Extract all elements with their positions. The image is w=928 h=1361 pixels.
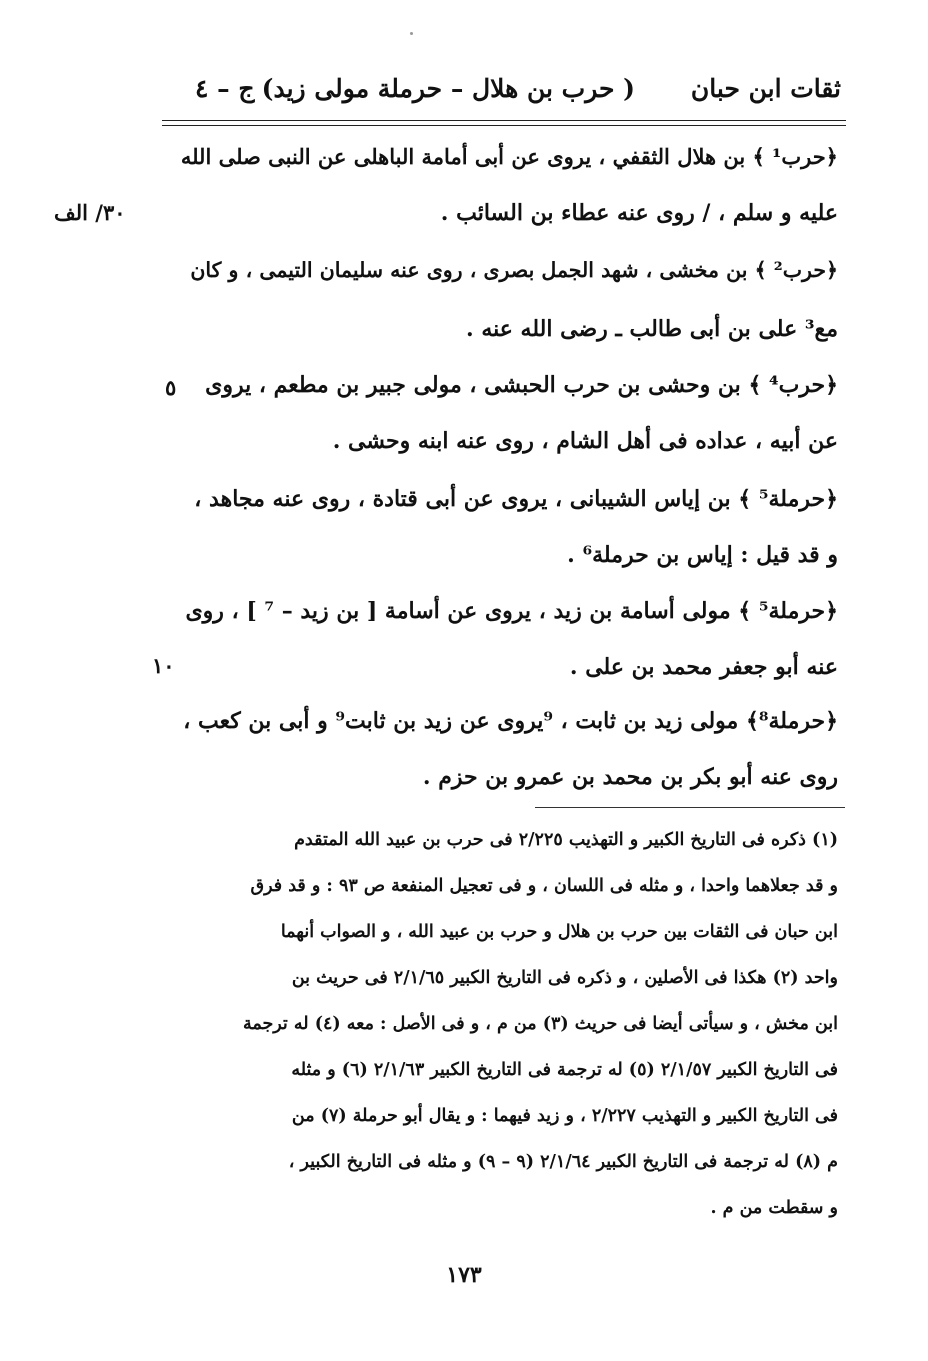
footnote-line: فى التاريخ الكبير و التهذيب ٢/٢٢٧ ، و زيد فيهما : و يقال أبو حرملة (٧) من — [291, 1106, 838, 1126]
footnote-line: و قد جعلاهما واحدا ، و مثله فى اللسان ، و فى تعجيل المنفعة ص ٩٣ : و قد فرق — [250, 876, 838, 896]
text-line: ﴿حرب² ﴾ بن مخشى ، شهد الجمل بصرى ، روى عنه سليمان التيمى ، و كان — [190, 258, 838, 282]
header-book-title: ثقات ابن حبان — [690, 74, 841, 103]
text-line: مع³ على بن أبى طالب ـ رضى الله عنه . — [466, 316, 838, 342]
line-number-5: ٥ — [165, 375, 177, 400]
footnote-line: و سقطت من م . — [710, 1198, 838, 1218]
text-line: ﴿حرب¹ ﴾ بن هلال الثقفي ، يروى عن أبى أمامة الباهلى عن النبى صلى الله — [180, 144, 838, 169]
text-line: عن أبيه ، عداده فى أهل الشام ، روى عنه ابنه وحشى . — [332, 428, 838, 454]
text-line: ﴿حرملة⁸﴾ مولى زيد بن ثابت ، ⁹يروى عن زيد بن ثابت⁹ و أبى بن كعب ، — [183, 708, 838, 734]
text-line: عليه و سلم ، / روى عنه عطاء بن السائب . — [440, 200, 838, 226]
footnote-line: فى التاريخ الكبير ٢/١/٥٧ (٥) له ترجمة فى التاريخ الكبير ٢/١/٦٣ (٦) و مثله — [291, 1060, 838, 1080]
footnote-line: ابن حبان فى الثقات بين حرب بن هلال و حرب بن عبيد الله ، و الصواب أنهما — [280, 922, 838, 942]
text-line: عنه أبو جعفر محمد بن على . — [569, 654, 838, 680]
folio-marker: ٣٠/ الف — [54, 200, 126, 225]
header-entry-range: ( حرب بن هلال – حرملة مولى زيد) — [261, 74, 635, 103]
scan-speck — [410, 32, 413, 35]
footnote-line: واحد (٢) هكذا فى الأصلين ، و ذكره فى التاريخ الكبير ٢/١/٦٥ فى حريث بن — [291, 968, 838, 988]
footnote-line: م (٨) له ترجمة فى التاريخ الكبير ٢/١/٦٤ (٩ – ٩) و مثله فى التاريخ الكبير ، — [288, 1152, 838, 1172]
line-number-10: ١٠ — [152, 653, 175, 678]
text-line: ﴿حرملة⁵ ﴾ بن إياس الشيبانى ، يروى عن أبى قتادة ، روى عنه مجاهد ، — [194, 486, 838, 512]
text-line: روى عنه أبو بكر بن محمد بن عمرو بن حزم . — [422, 764, 838, 790]
running-header — [185, 70, 845, 114]
text-line: ﴿حرب⁴ ﴾ بن وحشى بن حرب الحبشى ، مولى جبير بن مطعم ، يروى — [205, 372, 838, 398]
page-number: ١٧٣ — [446, 1262, 482, 1288]
footnote-line: ابن مخش ، و سيأتى أيضا فى حريث (٣) من م ، و فى الأصل : معه (٤) له ترجمة — [242, 1014, 838, 1034]
footnote-line: (١) ذكره فى التاريخ الكبير و التهذيب ٢/٢٢٥ فى حرب بن عبيد الله المتقدم — [294, 830, 838, 850]
header-volume: ج – ٤ — [195, 74, 255, 103]
text-line: ﴿حرملة⁵ ﴾ مولى أسامة بن زيد ، يروى عن أسامة [ بن زيد – ⁷ ] ، روى — [185, 598, 838, 624]
footnote-separator — [535, 807, 845, 808]
text-line: و قد قيل : إياس بن حرملة⁶ . — [567, 542, 838, 568]
header-rule-top — [162, 120, 846, 121]
header-rule-bottom — [162, 125, 846, 126]
